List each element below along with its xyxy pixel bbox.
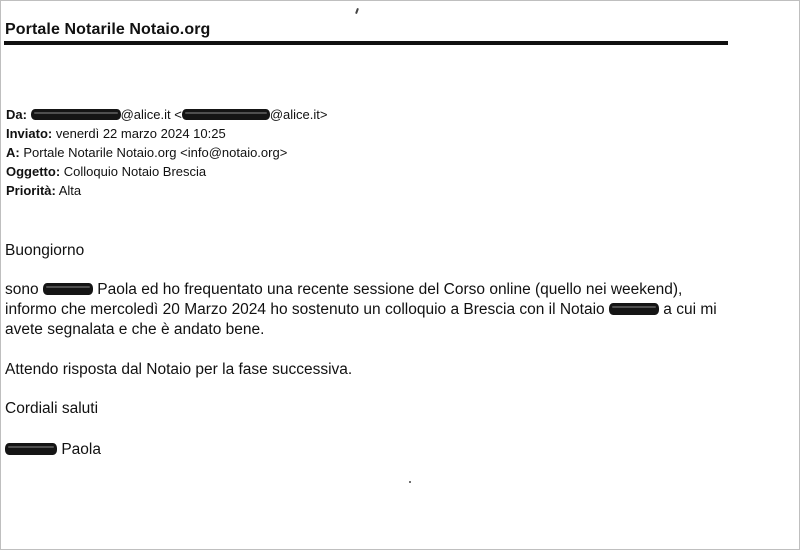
- subject-line: [6, 162, 327, 181]
- sent-line: [6, 124, 327, 143]
- priority-line: [6, 181, 327, 200]
- from-label: Da:: [6, 107, 27, 122]
- to-label: A:: [6, 145, 20, 160]
- p1-end: a cui mi avete segnalata e che è andato bene.: [5, 301, 717, 338]
- redacted-signature-surname: [5, 443, 57, 455]
- message-paragraph-2: Attendo risposta dal Notaio per la fase successiva.: [5, 361, 353, 378]
- redacted-surname: [43, 283, 93, 295]
- redacted-notary-name: [609, 303, 659, 315]
- from-open-bracket: <: [174, 107, 182, 122]
- closing: Cordiali saluti: [5, 400, 99, 417]
- sent-value: venerdì 22 marzo 2024 10:25: [55, 126, 226, 141]
- message-paragraph-1: [5, 280, 725, 340]
- from-domain-close: @alice.it>: [269, 107, 328, 122]
- signature: [5, 440, 101, 460]
- greeting: Buongiorno: [5, 242, 85, 259]
- priority-label: Priorità:: [6, 183, 56, 198]
- sent-label: Inviato:: [6, 126, 53, 141]
- from-line: [6, 105, 327, 124]
- document-header-title: Portale Notarile Notaio.org: [5, 21, 211, 38]
- subject-value: Colloquio Notaio Brescia: [63, 164, 207, 179]
- signature-name: Paola: [61, 441, 101, 458]
- from-domain: @alice.it: [120, 107, 171, 122]
- p1-main: Paola ed ho frequentato una recente sessione del Corso online (quello nei weekend), informo che mercoledì 20 Marzo 2024 ho sostenuto un colloquio a Brescia con il Notaio: [5, 281, 683, 318]
- to-line: [6, 143, 327, 162]
- header-rule: [4, 41, 728, 45]
- subject-label: Oggetto:: [6, 164, 61, 179]
- redacted-sender-address: [31, 109, 121, 120]
- to-value: Portale Notarile Notaio.org <info@notaio.org>: [23, 145, 288, 160]
- p1-intro: sono: [5, 281, 39, 298]
- redacted-sender-address-2: [182, 109, 270, 120]
- email-header-fields: [6, 105, 327, 200]
- scan-speck: [355, 8, 359, 14]
- priority-value: Alta: [58, 183, 82, 198]
- scan-speck: [409, 481, 411, 483]
